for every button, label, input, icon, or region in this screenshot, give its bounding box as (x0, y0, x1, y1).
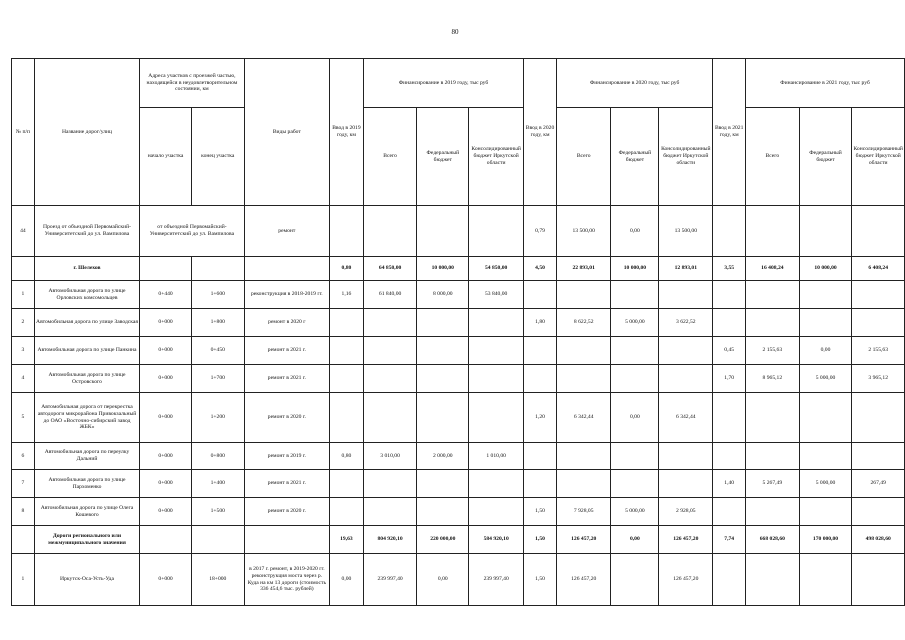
table-row (12, 393, 905, 443)
cell-f2019 (417, 309, 469, 337)
cell-t2021 (746, 498, 800, 526)
cell-k2020: 126 457,20 (659, 554, 713, 606)
cell-empty (140, 257, 192, 281)
table-row (12, 281, 905, 309)
cell-t2019 (363, 393, 417, 443)
cell-empty (713, 206, 746, 257)
cell-t2021: 5 267,49 (746, 470, 800, 498)
cell-end: 1+800 (191, 309, 244, 337)
cell-k2021 (852, 498, 905, 526)
cell-k2020: 12 893,01 (659, 257, 713, 281)
cell-empty (746, 554, 800, 606)
cell-start: 0+000 (140, 393, 192, 443)
header-row (12, 59, 905, 108)
cell-works: ремонт (244, 206, 329, 257)
cell-v2019: 0,80 (330, 257, 364, 281)
cell-k2020: 3 622,52 (659, 309, 713, 337)
cell-t2019: 64 850,00 (363, 257, 417, 281)
cell-no: 5 (12, 393, 35, 443)
cell-empty (363, 206, 417, 257)
cell-f2021 (799, 309, 852, 337)
cell-name: Дороги регионального или межмуниципального значения (34, 526, 139, 554)
cell-v2021 (713, 393, 746, 443)
cell-f2020 (611, 337, 659, 365)
road-financing-table (11, 58, 905, 606)
cell-k2020 (659, 365, 713, 393)
cell-empty (611, 554, 659, 606)
cell-v2019 (330, 393, 364, 443)
header-vvod-2019: Ввод в 2019 году, км (330, 59, 364, 206)
cell-f2020: 0,00 (611, 206, 659, 257)
cell-k2019 (469, 393, 524, 443)
cell-address: от объездной Первомайский-Университетский до ул. Вампилова (140, 206, 244, 257)
cell-v2019 (330, 309, 364, 337)
cell-k2021: 6 408,24 (852, 257, 905, 281)
table-row (12, 470, 905, 498)
cell-f2020 (611, 443, 659, 470)
cell-k2019: 584 920,10 (469, 526, 524, 554)
cell-empty (140, 526, 192, 554)
cell-v2020 (524, 365, 557, 393)
cell-t2021: 16 408,24 (746, 257, 800, 281)
header-federal-2020: Федеральный бюджет (611, 108, 659, 206)
cell-f2019: 8 000,00 (417, 281, 469, 309)
cell-f2020: 10 000,00 (611, 257, 659, 281)
header-kons-2019: Консолидированный бюджет Иркутской области (469, 108, 524, 206)
cell-name: Автомобильная дорога по переулку Дальний (34, 443, 139, 470)
cell-f2019 (417, 498, 469, 526)
cell-name: Автомобильная дорога по улице Заводская (34, 309, 139, 337)
cell-v2020: 4,50 (524, 257, 557, 281)
page-number: 80 (451, 28, 459, 36)
cell-k2019 (469, 498, 524, 526)
header-subrow (12, 108, 905, 206)
cell-k2020 (659, 443, 713, 470)
table-row (12, 337, 905, 365)
cell-k2021: 3 965,12 (852, 365, 905, 393)
header-federal-2019: Федеральный бюджет (417, 108, 469, 206)
cell-name: Автомобильная дорога по улице Олега Кошевого (34, 498, 139, 526)
cell-f2021: 170 000,00 (799, 526, 852, 554)
cell-f2021 (799, 281, 852, 309)
cell-end: 1+600 (191, 281, 244, 309)
cell-empty (417, 206, 469, 257)
cell-end: 0+800 (191, 443, 244, 470)
cell-k2020: 6 342,44 (659, 393, 713, 443)
cell-empty (244, 526, 329, 554)
cell-f2019: 10 000,00 (417, 257, 469, 281)
cell-no: 7 (12, 470, 35, 498)
cell-f2020: 0,00 (611, 393, 659, 443)
header-kons-2021: Консолидированный бюджет Иркутской области (852, 108, 905, 206)
cell-k2019 (469, 470, 524, 498)
cell-empty (12, 257, 35, 281)
cell-v2021 (713, 281, 746, 309)
cell-empty (244, 257, 329, 281)
cell-end: 1+500 (191, 498, 244, 526)
header-start: начало участка (140, 108, 192, 206)
cell-t2021: 8 965,12 (746, 365, 800, 393)
header-federal-2021: Федеральный бюджет (799, 108, 852, 206)
cell-start: 0+000 (140, 365, 192, 393)
cell-k2019: 53 840,00 (469, 281, 524, 309)
cell-end: 0+450 (191, 337, 244, 365)
cell-name: г. Шелехов (34, 257, 139, 281)
cell-k2019: 239 997,40 (469, 554, 524, 606)
cell-f2021 (799, 498, 852, 526)
cell-empty (713, 554, 746, 606)
cell-k2021 (852, 443, 905, 470)
cell-empty (191, 526, 244, 554)
table-row (12, 554, 905, 606)
cell-v2019: 0,80 (330, 443, 364, 470)
header-vvod-2021: Ввод в 2021 году, км (713, 59, 746, 206)
cell-t2020: 8 622,52 (556, 309, 611, 337)
cell-no: 3 (12, 337, 35, 365)
cell-start: 0+000 (140, 443, 192, 470)
cell-name: Автомобильная дорога по улице Орловских комсомольцев (34, 281, 139, 309)
cell-v2019 (330, 498, 364, 526)
cell-start: 0+000 (140, 470, 192, 498)
cell-f2021: 5 000,00 (799, 365, 852, 393)
cell-f2020: 0,00 (611, 526, 659, 554)
cell-name: Автомобильная дорога от перекрестка автодороги микрорайона Привокзальный до ОАО «Восточно-сибирский завод ЖБК» (34, 393, 139, 443)
cell-v2019 (330, 365, 364, 393)
cell-start: 0+000 (140, 498, 192, 526)
cell-start: 0+000 (140, 337, 192, 365)
cell-t2020 (556, 281, 611, 309)
cell-end: 1+200 (191, 393, 244, 443)
cell-v2021 (713, 443, 746, 470)
header-fin-2020: Финансирование в 2020 году, тыс руб (556, 59, 712, 108)
header-kons-2020: Консолидированный бюджет Иркутской области (659, 108, 713, 206)
header-vvod-2020: Ввод в 2020 году, км (524, 59, 557, 206)
cell-v2020 (524, 281, 557, 309)
cell-works: ремонт в 2021 г. (244, 337, 329, 365)
cell-empty (746, 206, 800, 257)
cell-f2019: 2 000,00 (417, 443, 469, 470)
cell-v2021 (713, 309, 746, 337)
cell-t2021: 668 028,60 (746, 526, 800, 554)
cell-k2020 (659, 470, 713, 498)
table-row (12, 206, 905, 257)
cell-t2019: 3 010,00 (363, 443, 417, 470)
cell-empty (852, 206, 905, 257)
cell-name: Иркутск-Оса-Усть-Уда (34, 554, 139, 606)
header-total-2021: Всего (746, 108, 800, 206)
header-total-2020: Всего (556, 108, 611, 206)
cell-no: 8 (12, 498, 35, 526)
cell-v2019: 19,63 (330, 526, 364, 554)
cell-no: 1 (12, 281, 35, 309)
cell-k2021 (852, 393, 905, 443)
cell-v2019 (330, 470, 364, 498)
header-total-2019: Всего (363, 108, 417, 206)
cell-t2020: 22 893,01 (556, 257, 611, 281)
cell-v2021: 1,40 (713, 470, 746, 498)
header-fin-2021: Финансирование в 2021 году, тыс руб (746, 59, 905, 108)
cell-empty (799, 554, 852, 606)
cell-f2019 (417, 470, 469, 498)
cell-v2020 (524, 470, 557, 498)
cell-t2020: 126 457,20 (556, 526, 611, 554)
cell-no: 2 (12, 309, 35, 337)
cell-k2019 (469, 309, 524, 337)
cell-t2019 (363, 309, 417, 337)
cell-t2020: 126 457,20 (556, 554, 611, 606)
cell-t2021: 2 155,63 (746, 337, 800, 365)
cell-v2020: 1,20 (524, 393, 557, 443)
cell-t2020: 7 928,05 (556, 498, 611, 526)
cell-v2021: 1,70 (713, 365, 746, 393)
cell-k2020: 2 928,05 (659, 498, 713, 526)
cell-k2020 (659, 337, 713, 365)
cell-empty (330, 206, 364, 257)
cell-works: ремонт в 2020 г (244, 309, 329, 337)
cell-end: 18+000 (191, 554, 244, 606)
cell-v2020: 1,50 (524, 526, 557, 554)
cell-t2020 (556, 470, 611, 498)
regional-total-row (12, 526, 905, 554)
cell-t2019 (363, 337, 417, 365)
cell-works: ремонт в 2020 г. (244, 498, 329, 526)
cell-start: 0+440 (140, 281, 192, 309)
cell-f2019: 220 000,00 (417, 526, 469, 554)
cell-f2020 (611, 281, 659, 309)
cell-name: Проезд от объездной Первомайский-Университетский до ул. Вампилова (34, 206, 139, 257)
cell-k2019: 54 850,00 (469, 257, 524, 281)
cell-v2020: 1,50 (524, 498, 557, 526)
cell-t2019 (363, 365, 417, 393)
cell-k2019 (469, 365, 524, 393)
cell-k2021 (852, 309, 905, 337)
cell-v2020: 0,79 (524, 206, 557, 257)
cell-works: ремонт в 2019 г. (244, 443, 329, 470)
cell-t2020 (556, 443, 611, 470)
cell-v2019: 0,00 (330, 554, 364, 606)
cell-end: 1+700 (191, 365, 244, 393)
cell-empty (469, 206, 524, 257)
table-row (12, 498, 905, 526)
cell-t2021 (746, 309, 800, 337)
cell-empty (191, 257, 244, 281)
cell-f2020 (611, 470, 659, 498)
cell-f2020 (611, 365, 659, 393)
cell-works: в 2017 г. ремонт, в 2019-2020 гг. реконструкция моста через р. Куда на км 13 дороги (стоимость 336 454,6 тыс. рублей) (244, 554, 329, 606)
cell-t2021 (746, 393, 800, 443)
cell-t2021 (746, 281, 800, 309)
cell-f2020: 5 000,00 (611, 498, 659, 526)
table-row (12, 365, 905, 393)
cell-v2020: 1,50 (524, 554, 557, 606)
cell-name: Автомобильная дорога по улице Островского (34, 365, 139, 393)
cell-f2021 (799, 443, 852, 470)
cell-start: 0+000 (140, 309, 192, 337)
cell-v2019: 1,16 (330, 281, 364, 309)
cell-k2019 (469, 337, 524, 365)
cell-empty (799, 206, 852, 257)
cell-t2020: 13 500,00 (556, 206, 611, 257)
cell-no: 1 (12, 554, 35, 606)
cell-f2021: 0,00 (799, 337, 852, 365)
header-no: № п/п (12, 59, 35, 206)
cell-name: Автомобильная дорога по улице Пархоменко (34, 470, 139, 498)
cell-empty (852, 554, 905, 606)
cell-name: Автомобильная дорога по улице Панкина (34, 337, 139, 365)
cell-f2021: 10 000,00 (799, 257, 852, 281)
cell-v2021: 0,45 (713, 337, 746, 365)
cell-f2021: 5 000,00 (799, 470, 852, 498)
cell-no: 4 (12, 365, 35, 393)
cell-f2021 (799, 393, 852, 443)
cell-t2020: 6 342,44 (556, 393, 611, 443)
cell-start: 0+000 (140, 554, 192, 606)
cell-t2019: 239 997,40 (363, 554, 417, 606)
cell-v2020 (524, 443, 557, 470)
cell-f2019 (417, 337, 469, 365)
cell-t2019 (363, 470, 417, 498)
cell-k2021 (852, 281, 905, 309)
cell-v2021: 7,74 (713, 526, 746, 554)
cell-f2019 (417, 365, 469, 393)
table-row (12, 309, 905, 337)
cell-k2020 (659, 281, 713, 309)
cell-no: 6 (12, 443, 35, 470)
header-works: Виды работ (244, 59, 329, 206)
cell-k2020: 13 500,00 (659, 206, 713, 257)
cell-end: 1+400 (191, 470, 244, 498)
cell-works: реконструкция в 2018-2019 гг. (244, 281, 329, 309)
cell-f2020: 5 000,00 (611, 309, 659, 337)
cell-v2021 (713, 498, 746, 526)
cell-t2020 (556, 365, 611, 393)
cell-k2021: 498 028,60 (852, 526, 905, 554)
cell-t2021 (746, 443, 800, 470)
header-end: конец участка (191, 108, 244, 206)
cell-works: ремонт в 2021 г. (244, 470, 329, 498)
cell-t2020 (556, 337, 611, 365)
cell-f2019 (417, 393, 469, 443)
cell-f2019: 0,00 (417, 554, 469, 606)
cell-t2019: 61 840,00 (363, 281, 417, 309)
cell-v2019 (330, 337, 364, 365)
cell-works: ремонт в 2021 г. (244, 365, 329, 393)
cell-k2021: 267,49 (852, 470, 905, 498)
header-address: Адреса участков с проезжей частью, находящейся в неудовлетворительном состоянии, км (140, 59, 244, 108)
cell-t2019: 804 920,10 (363, 526, 417, 554)
header-fin-2019: Финансирование в 2019 году, тыс руб (363, 59, 523, 108)
city-total-row (12, 257, 905, 281)
cell-v2021: 3,55 (713, 257, 746, 281)
cell-works: ремонт в 2020 г. (244, 393, 329, 443)
table-row (12, 443, 905, 470)
cell-empty (12, 526, 35, 554)
cell-k2019: 1 010,00 (469, 443, 524, 470)
cell-v2020: 1,80 (524, 309, 557, 337)
cell-k2021: 2 155,63 (852, 337, 905, 365)
cell-no: 44 (12, 206, 35, 257)
cell-k2020: 126 457,20 (659, 526, 713, 554)
cell-t2019 (363, 498, 417, 526)
header-name: Название дорог/улиц (34, 59, 139, 206)
cell-v2020 (524, 337, 557, 365)
